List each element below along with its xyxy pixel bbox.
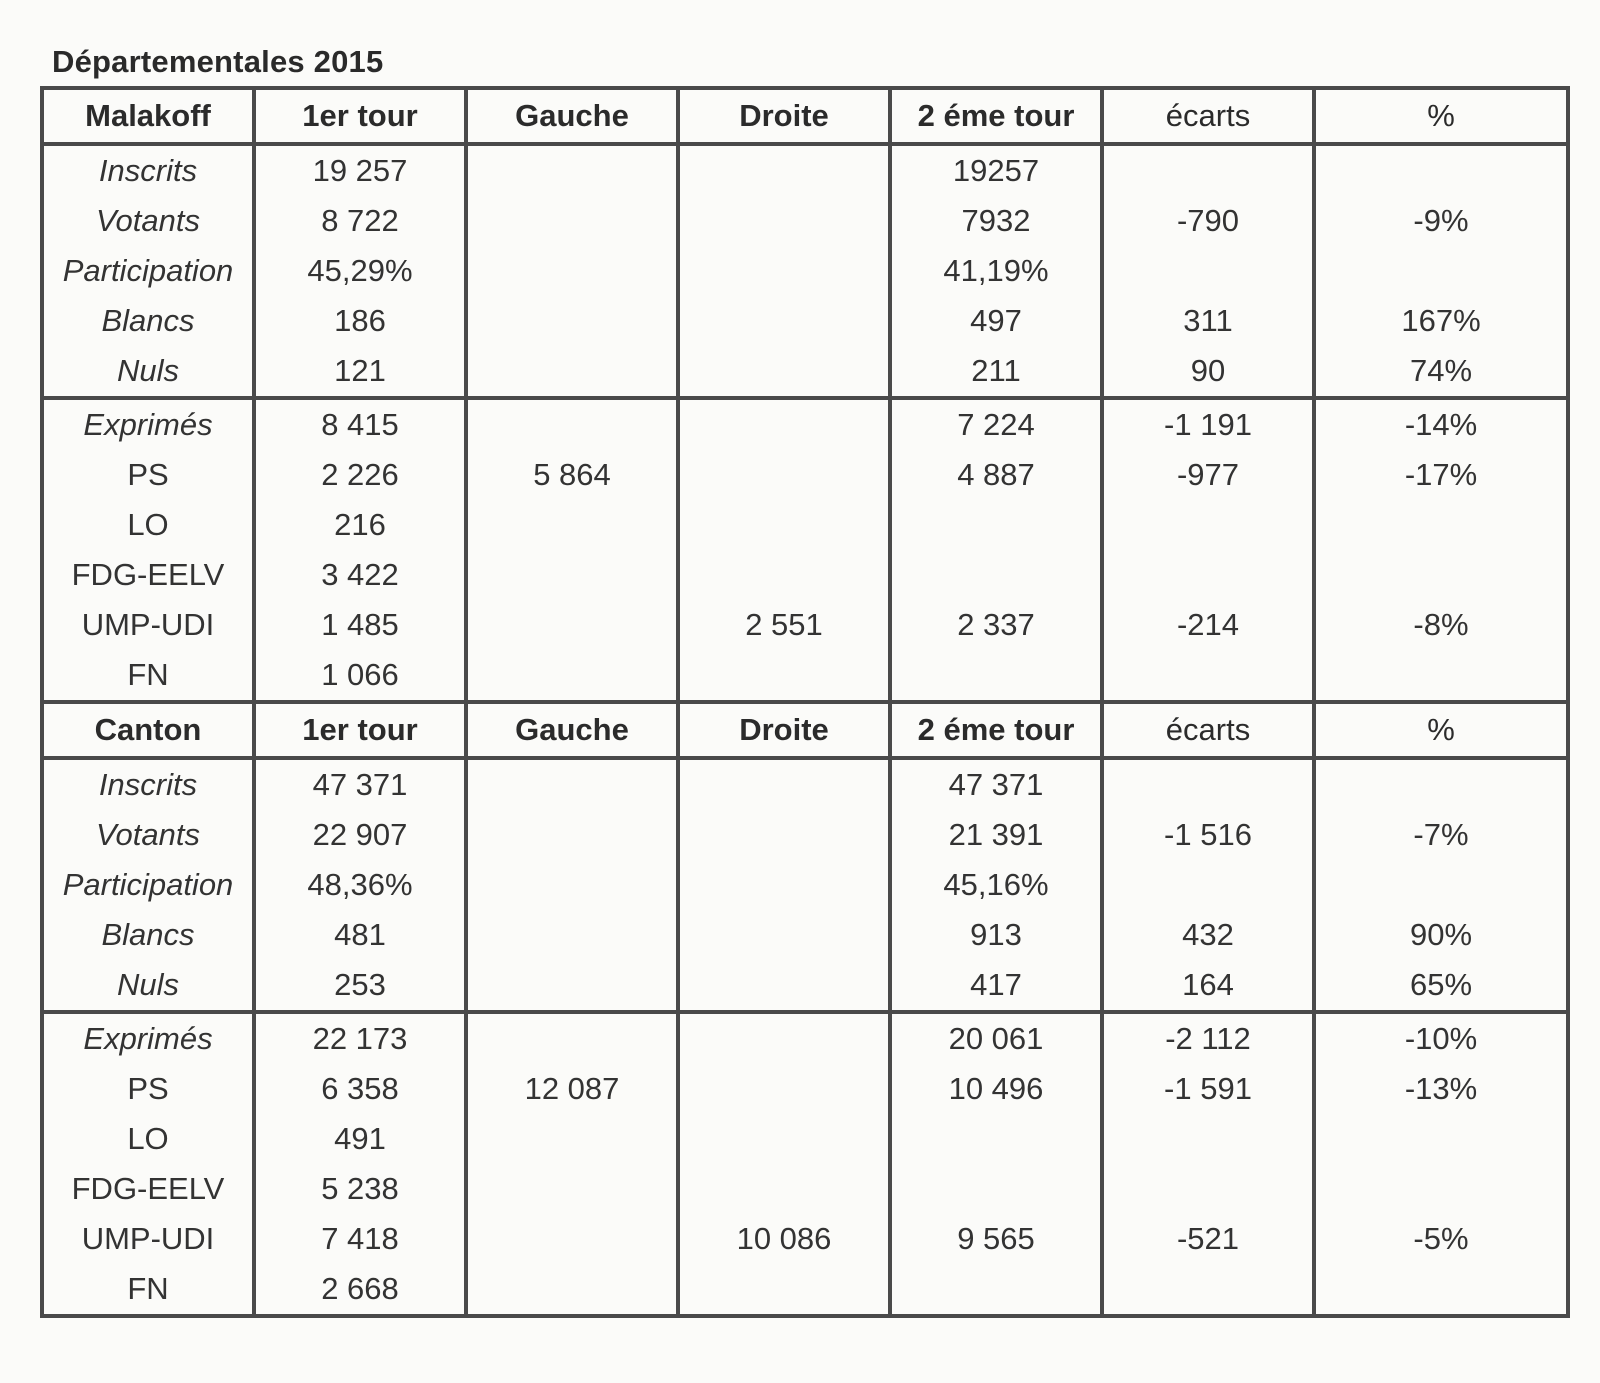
table-cell: 1 485 xyxy=(321,607,399,642)
row-label: PS xyxy=(127,1071,169,1106)
table-cell: 497 xyxy=(970,303,1022,338)
column-header: Gauche xyxy=(515,712,629,747)
table-cell: 19257 xyxy=(952,153,1040,188)
table-cell: -1 516 xyxy=(1164,817,1252,852)
header-cell xyxy=(1104,704,1316,756)
table-cell xyxy=(680,1014,888,1064)
header-cell xyxy=(1104,90,1316,142)
right-column xyxy=(680,1014,892,1314)
second-round-column xyxy=(892,760,1104,1010)
table-cell xyxy=(1104,860,1312,910)
table-row-group xyxy=(44,756,1566,1010)
table-cell xyxy=(468,196,676,246)
percent-column xyxy=(1316,760,1566,1010)
table-cell xyxy=(680,650,888,700)
row-label: Votants xyxy=(96,203,200,238)
row-label: UMP-UDI xyxy=(81,607,215,642)
table-header-row xyxy=(44,700,1566,756)
table-cell: 10 496 xyxy=(948,1071,1044,1106)
table-cell xyxy=(468,600,676,650)
table-cell: 2 551 xyxy=(745,607,823,642)
table-cell: 216 xyxy=(334,507,386,542)
column-header: % xyxy=(1427,98,1455,133)
gap-column xyxy=(1104,146,1316,396)
left-column xyxy=(468,146,680,396)
header-cell xyxy=(44,90,256,142)
column-header: Droite xyxy=(739,712,829,747)
table-cell: 5 864 xyxy=(533,457,611,492)
gap-column xyxy=(1104,760,1316,1010)
table-cell: 47 371 xyxy=(312,767,408,802)
table-cell xyxy=(892,1264,1100,1314)
table-cell: -7% xyxy=(1413,817,1469,852)
row-label: Blancs xyxy=(101,303,195,338)
table-cell xyxy=(468,1014,676,1064)
table-cell xyxy=(1316,650,1566,700)
column-header: écarts xyxy=(1165,98,1251,133)
table-cell xyxy=(468,960,676,1010)
table-cell xyxy=(680,246,888,296)
row-label: PS xyxy=(127,457,169,492)
table-cell xyxy=(468,400,676,450)
table-cell: 417 xyxy=(970,967,1022,1002)
table-cell: 12 087 xyxy=(524,1071,620,1106)
table-cell xyxy=(680,1164,888,1214)
column-header: Gauche xyxy=(515,98,629,133)
table-cell xyxy=(1104,760,1312,810)
percent-column xyxy=(1316,400,1566,700)
table-cell: -17% xyxy=(1404,457,1478,492)
row-label: Blancs xyxy=(101,917,195,952)
table-cell xyxy=(892,1114,1100,1164)
table-cell xyxy=(1316,1164,1566,1214)
header-cell xyxy=(256,704,468,756)
table-cell xyxy=(468,346,676,396)
table-cell xyxy=(468,1114,676,1164)
table-cell xyxy=(1104,1114,1312,1164)
header-cell xyxy=(44,704,256,756)
table-cell: -214 xyxy=(1176,607,1240,642)
table-cell xyxy=(1316,760,1566,810)
column-header: 1er tour xyxy=(302,98,418,133)
table-cell: 481 xyxy=(334,917,386,952)
table-cell xyxy=(680,146,888,196)
table-cell xyxy=(468,810,676,860)
table-cell: 21 391 xyxy=(948,817,1044,852)
table-cell xyxy=(1104,1164,1312,1214)
row-label: Votants xyxy=(96,817,200,852)
first-round-column xyxy=(256,146,468,396)
table-cell xyxy=(468,1214,676,1264)
table-cell xyxy=(680,910,888,960)
table-cell: 48,36% xyxy=(307,867,413,902)
table-cell xyxy=(892,500,1100,550)
table-cell: -977 xyxy=(1176,457,1240,492)
row-label: LO xyxy=(127,1121,169,1156)
table-row-group xyxy=(44,1010,1566,1314)
table-cell: 311 xyxy=(1183,303,1233,338)
percent-column xyxy=(1316,1014,1566,1314)
column-header: Malakoff xyxy=(85,98,211,133)
row-label: Participation xyxy=(62,867,234,902)
table-cell: 65% xyxy=(1409,967,1473,1002)
table-cell xyxy=(1316,550,1566,600)
table-cell xyxy=(468,550,676,600)
row-label: LO xyxy=(127,507,169,542)
table-cell xyxy=(468,860,676,910)
table-cell: 20 061 xyxy=(948,1021,1044,1056)
page-title: Départementales 2015 xyxy=(52,44,384,79)
table-cell xyxy=(468,760,676,810)
table-cell xyxy=(1316,1114,1566,1164)
table-cell xyxy=(680,346,888,396)
table-cell xyxy=(1104,650,1312,700)
table-cell: 432 xyxy=(1182,917,1234,952)
table-cell: 913 xyxy=(970,917,1022,952)
header-cell xyxy=(1316,90,1566,142)
header-cell xyxy=(892,90,1104,142)
column-header: 1er tour xyxy=(302,712,418,747)
table-cell: 22 907 xyxy=(312,817,408,852)
table-cell: -5% xyxy=(1413,1221,1469,1256)
table-cell: -14% xyxy=(1404,407,1478,442)
table-cell xyxy=(468,246,676,296)
table-cell xyxy=(680,296,888,346)
first-round-column xyxy=(256,1014,468,1314)
column-header: 2 éme tour xyxy=(917,98,1075,133)
table-cell: 2 668 xyxy=(321,1271,399,1306)
left-column xyxy=(468,400,680,700)
table-cell xyxy=(1104,1264,1312,1314)
right-column xyxy=(680,146,892,396)
table-cell: 7932 xyxy=(961,203,1031,238)
table-cell xyxy=(468,500,676,550)
table-cell xyxy=(680,860,888,910)
table-cell xyxy=(680,500,888,550)
table-cell: 19 257 xyxy=(312,153,408,188)
table-cell xyxy=(680,196,888,246)
table-cell xyxy=(680,550,888,600)
table-header-row xyxy=(44,90,1566,142)
table-cell xyxy=(1104,550,1312,600)
table-cell xyxy=(680,1064,888,1114)
table-cell: 2 337 xyxy=(957,607,1035,642)
table-cell xyxy=(1316,860,1566,910)
table-cell: 3 422 xyxy=(321,557,399,592)
table-cell: 253 xyxy=(334,967,386,1002)
table-cell xyxy=(680,810,888,860)
table-row-group xyxy=(44,396,1566,700)
row-label: Participation xyxy=(62,253,234,288)
table-cell: 90 xyxy=(1190,353,1226,388)
left-column xyxy=(468,1014,680,1314)
row-label: Inscrits xyxy=(98,153,198,188)
table-cell xyxy=(680,1114,888,1164)
table-cell xyxy=(1316,246,1566,296)
table-cell xyxy=(468,910,676,960)
table-cell xyxy=(468,1164,676,1214)
column-header: 2 éme tour xyxy=(917,712,1075,747)
row-label: FDG-EELV xyxy=(71,557,225,592)
table-cell xyxy=(892,1164,1100,1214)
table-cell xyxy=(468,296,676,346)
table-cell: 8 722 xyxy=(321,203,399,238)
column-header: Canton xyxy=(94,712,202,747)
first-round-column xyxy=(256,400,468,700)
table-cell: 491 xyxy=(334,1121,386,1156)
row-label: UMP-UDI xyxy=(81,1221,215,1256)
second-round-column xyxy=(892,146,1104,396)
table-cell: 2 226 xyxy=(321,457,399,492)
table-cell: 186 xyxy=(334,303,386,338)
table-cell: -1 191 xyxy=(1164,407,1252,442)
table-cell xyxy=(1316,1264,1566,1314)
table-cell: -2 112 xyxy=(1165,1021,1251,1056)
table-cell xyxy=(1316,500,1566,550)
table-cell: 47 371 xyxy=(948,767,1044,802)
table-cell xyxy=(892,550,1100,600)
table-cell: -9% xyxy=(1413,203,1469,238)
table-cell xyxy=(892,650,1100,700)
table-cell xyxy=(680,450,888,500)
row-label: Exprimés xyxy=(83,1021,213,1056)
table-cell: -790 xyxy=(1176,203,1240,238)
table-cell: -8% xyxy=(1413,607,1469,642)
row-label: Exprimés xyxy=(83,407,213,442)
table-cell xyxy=(680,960,888,1010)
table-cell: 90% xyxy=(1409,917,1473,952)
row-label: Nuls xyxy=(116,967,179,1002)
header-cell xyxy=(680,704,892,756)
table-cell: -13% xyxy=(1404,1071,1478,1106)
column-header: écarts xyxy=(1165,712,1251,747)
table-cell xyxy=(1104,146,1312,196)
gap-column xyxy=(1104,400,1316,700)
table-cell: 22 173 xyxy=(312,1021,408,1056)
row-label: FDG-EELV xyxy=(71,1171,225,1206)
header-cell xyxy=(468,704,680,756)
row-label: Nuls xyxy=(116,353,179,388)
header-cell xyxy=(680,90,892,142)
header-cell xyxy=(468,90,680,142)
table-cell: 4 887 xyxy=(957,457,1035,492)
gap-column xyxy=(1104,1014,1316,1314)
table-cell: 7 224 xyxy=(957,407,1035,442)
header-cell xyxy=(1316,704,1566,756)
table-cell: 10 086 xyxy=(736,1221,832,1256)
results-table xyxy=(40,86,1570,1318)
right-column xyxy=(680,400,892,700)
table-cell: -1 591 xyxy=(1164,1071,1252,1106)
table-cell: 1 066 xyxy=(321,657,399,692)
row-label: FN xyxy=(127,657,169,692)
table-cell: 8 415 xyxy=(321,407,399,442)
table-cell xyxy=(1104,500,1312,550)
table-row-group xyxy=(44,142,1566,396)
table-cell: 6 358 xyxy=(321,1071,399,1106)
percent-column xyxy=(1316,146,1566,396)
table-cell xyxy=(468,1264,676,1314)
table-cell: 9 565 xyxy=(957,1221,1035,1256)
table-cell: 121 xyxy=(334,353,386,388)
label-column xyxy=(44,760,256,1010)
row-label: Inscrits xyxy=(98,767,198,802)
left-column xyxy=(468,760,680,1010)
label-column xyxy=(44,1014,256,1314)
table-cell xyxy=(680,400,888,450)
table-cell: 211 xyxy=(971,353,1021,388)
table-cell: 5 238 xyxy=(321,1171,399,1206)
table-cell xyxy=(680,1264,888,1314)
table-cell: 45,29% xyxy=(307,253,413,288)
table-cell xyxy=(468,650,676,700)
table-cell: -10% xyxy=(1404,1021,1478,1056)
table-cell: -521 xyxy=(1176,1221,1240,1256)
right-column xyxy=(680,760,892,1010)
table-cell xyxy=(680,760,888,810)
first-round-column xyxy=(256,760,468,1010)
table-cell xyxy=(1104,246,1312,296)
table-cell: 164 xyxy=(1182,967,1234,1002)
header-cell xyxy=(892,704,1104,756)
label-column xyxy=(44,400,256,700)
table-cell: 45,16% xyxy=(943,867,1049,902)
second-round-column xyxy=(892,400,1104,700)
column-header: % xyxy=(1427,712,1455,747)
table-cell: 41,19% xyxy=(943,253,1049,288)
table-cell xyxy=(1316,146,1566,196)
second-round-column xyxy=(892,1014,1104,1314)
table-cell: 74% xyxy=(1409,353,1473,388)
header-cell xyxy=(256,90,468,142)
table-cell: 7 418 xyxy=(321,1221,399,1256)
table-cell xyxy=(468,146,676,196)
row-label: FN xyxy=(127,1271,169,1306)
column-header: Droite xyxy=(739,98,829,133)
label-column xyxy=(44,146,256,396)
table-cell: 167% xyxy=(1401,303,1481,338)
